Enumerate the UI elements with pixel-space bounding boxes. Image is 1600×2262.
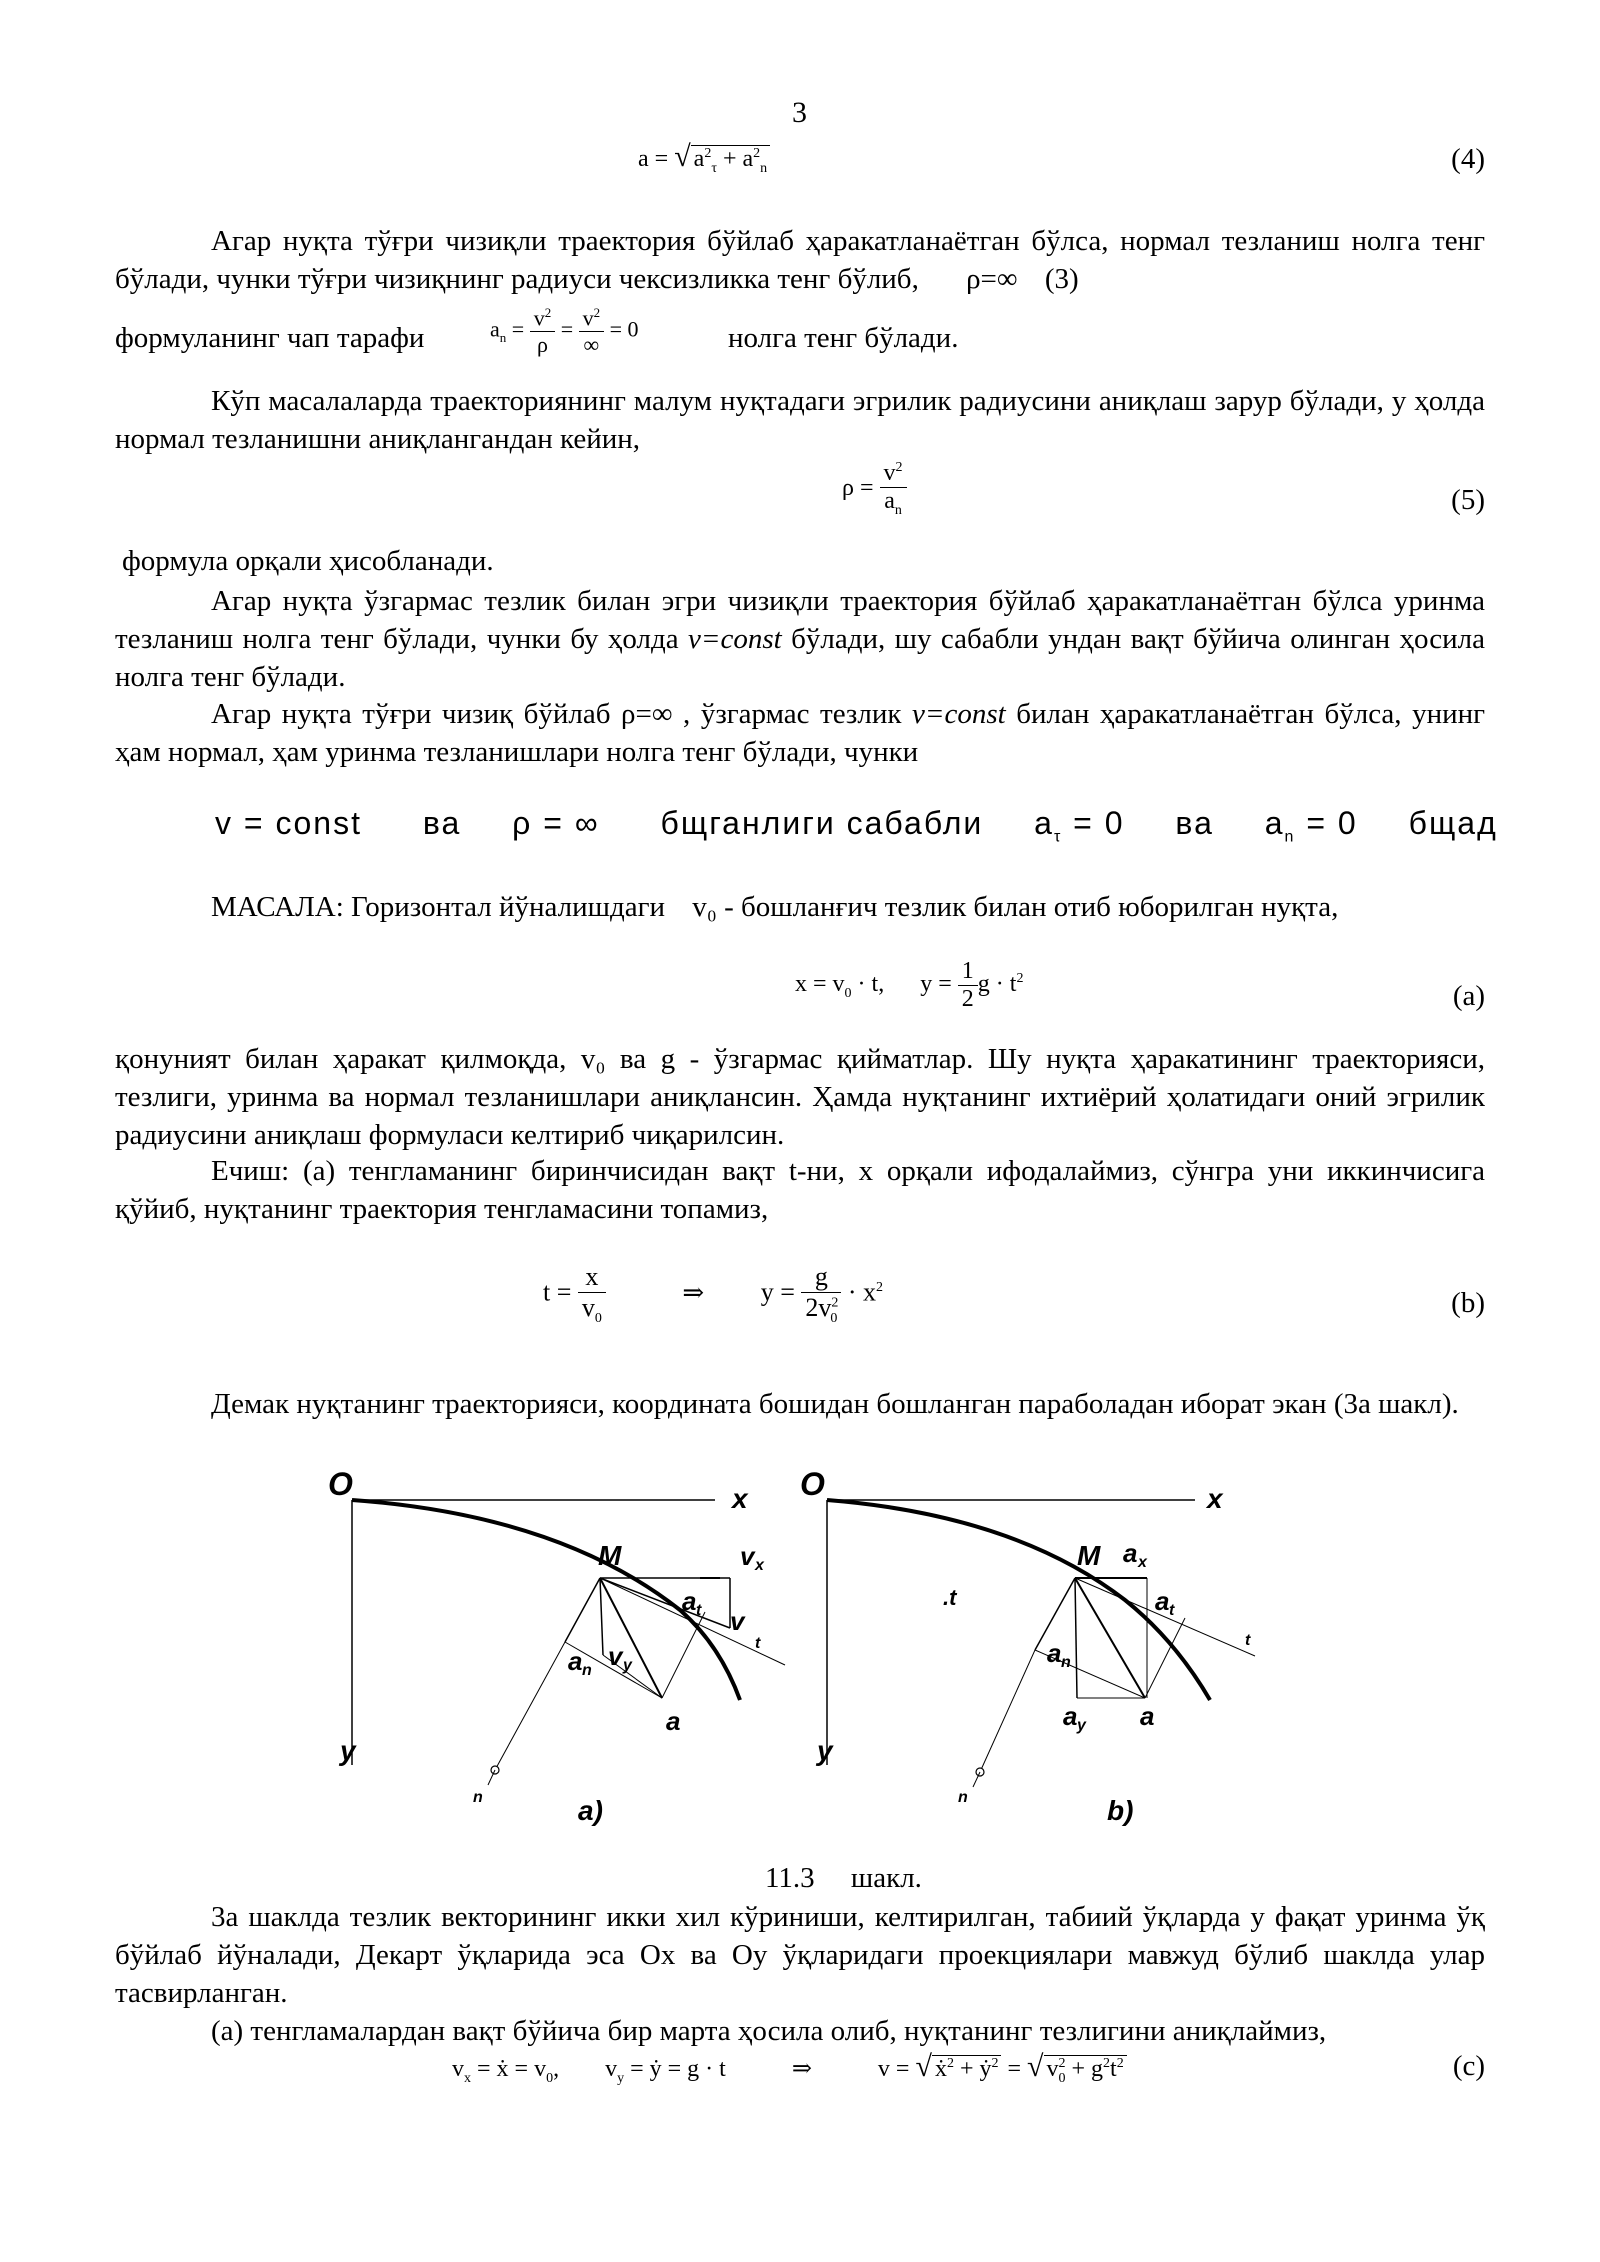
equation-b: t = $\frac{x}{v_0}$ ⇒ y = $\frac{g}{2v^2_0}$ · $x^2$ [543,1262,884,1327]
svg-text:x: x [755,1557,764,1574]
eqc-label: (c) [1452,2050,1485,2082]
fig-b-point-m: M [1077,1540,1101,1571]
page-number: 3 [792,96,807,129]
fig-a-at: a [682,1586,697,1616]
figure-a [310,1460,810,1860]
paragraph-5: Агар нуқта тўғри чизиқ бўйлаб ρ=∞ , ўзгармас тезлик v=const билан ҳаракатланаётган бўлса, унинг ҳам нормал, ҳам уринма тезланишлари нолга тенг бўлади, чунки [115,698,1486,768]
p1-text: Агар нуқта тўғри чизиқли траектория бўйлаб ҳаракатланаётган бўлса, нормал тезланиш нолга тенг бўлади, чунки тўғри чизиқнинг радиуси чексизликка тенг бўлиб, [115,225,1485,295]
fig-b-n-axis: n [958,1789,968,1806]
fig-a-vx: v [740,1541,755,1571]
fig-a-an: a [568,1646,583,1676]
p5-vconst: v=const [912,698,1006,730]
p1b-start: формуланинг чап тарафи [115,322,425,354]
paragraph-1 [115,222,1485,298]
eqa-label: (a) [1452,980,1485,1012]
fig-a-x-axis-label: x [732,1483,748,1514]
fig-a-y-axis-label: y [340,1735,356,1766]
problem-statement: МАСАЛА: Горизонтал йўналишдаги v₀ - бошланғич тезлик билан отиб юборилган нуқта, [211,891,1339,923]
svg-text:n: n [582,1662,592,1679]
p4-vconst: v=const [688,623,782,655]
equation-c: $v_x$ = ẋ = $v_0$, $v_y$ = ẏ = g · t ⇒ v = √ ẋ$^2$ + ẏ$^2$ = √ $v^2_0 + g^2t^2$ [452,2050,1127,2087]
fig-b-caption: b) [1107,1795,1134,1826]
figure-b [795,1460,1295,1860]
equation-5: ρ = $\frac{v^2}{a_n}$ [842,460,907,519]
paragraph-4: Агар нуқта ўзгармас тезлик билан эгри чизиқли траектория бўйлаб ҳаракатланаётган бўлса уринма тезланиш нолга тенг бўлади, чунки бу ҳолда v=const бўлади, шу сабабли ундан вақт бўйича олинган ҳосила нолга тенг бўлади. [115,585,1485,693]
fig-a-caption: a) [578,1795,603,1826]
fig-b-at: a [1155,1586,1170,1616]
paragraph-10: (а) тенгламалардан вақт бўйича бир марта ҳосила олиб, нуқтанинг тезлигини аниқлаймиз, [211,2015,1327,2047]
paragraph-7: Ечиш: (а) тенгламанинг биринчисидан вақт t-ни, x орқали ифодалаймиз, сўнгра уни иккинчисига қўйиб, нуқтанинг траектория тенгламасини топамиз, [115,1155,1485,1225]
eqb-label: (b) [1451,1287,1485,1319]
wide-formula-line: v = const ва ρ = ∞ бщганлиги сабабли $a_\tau = 0$ ва $a_n = 0$ бщад [215,805,1498,846]
p1b-end: нолга тенг бўлади. [728,322,959,354]
fig-a-point-m: M [598,1540,622,1571]
fig-b-mark: .t [943,1585,957,1610]
eq4-lhs: a [638,146,649,172]
fig-b-ay: a [1063,1701,1078,1731]
eq4-a1: a [693,146,705,172]
fig-a-a: a [666,1706,681,1736]
figure-caption: 11.3 шакл. [765,1862,922,1894]
paragraph-8: Демак нуқтанинг траекторияси, координата бошидан бошланган параболадан иборат экан (3а шакл). [211,1388,1459,1420]
fig-b-a: a [1140,1701,1155,1731]
fig-b-x-axis-label: x [1207,1483,1223,1514]
fig-b-origin: O [800,1466,825,1502]
fig-b-t-axis: t [1245,1632,1251,1649]
equation-4: a = √ $a^2_\tau + a^2_n$ [638,140,770,177]
svg-text:t: t [1169,1602,1175,1619]
inline-equation: $a_n$ = $\frac{v^2}{\rho}$ = $\frac{v^2}{\infty}$ = 0 [490,305,639,358]
paragraph-2: Кўп масалаларда траекториянинг малум нуқтадаги эгрилик радиусини аниқлаш зарур бўлади, у ҳолда нормал тезланишни аниқлангандан кейин, [115,385,1485,455]
p1-ref: (3) [1044,263,1079,295]
eq5-label: (5) [1451,484,1485,516]
paragraph-3: формула орқали ҳисобланади. [122,545,494,577]
p1-rho: ρ=∞ [966,263,1018,295]
fig-b-an: a [1047,1638,1062,1668]
equation-a: $x = v_0 \cdot t$, y = $\frac{1}{2}$ $g \cdot t^2$ [795,958,1024,1012]
eq4-label: (4) [1451,143,1485,175]
fig-b-y-axis-label: y [817,1735,833,1766]
fig-a-origin: O [328,1466,353,1502]
svg-text:n: n [1061,1654,1071,1671]
svg-text:x: x [1138,1554,1147,1571]
paragraph-9: 3а шаклда тезлик векторининг икки хил кўриниши, келтирилган, табиий ўқларда у фақат уринма ўқ бўйлаб йўналади, Декарт ўқларида эса Ох ва Оу ўқларидаги проекциялари мавжуд бўлиб шаклда улар тасвирланган. [115,1901,1485,2009]
svg-text:y: y [1077,1717,1086,1734]
fig-b-ax: a [1123,1538,1138,1568]
fig-a-n-axis: n [473,1789,483,1806]
eq4-a2: a [742,146,754,172]
svg-text:y: y [623,1657,632,1674]
svg-text:t: t [696,1602,702,1619]
fig-a-t-axis: t [755,1635,761,1652]
fig-a-v: v [730,1606,745,1636]
paragraph-6: қонуният билан ҳаракат қилмоқда, v₀ ва g - ўзгармас қийматлар. Шу нуқта ҳаракатининг траекторияси, тезлиги, уринма ва нормал тезланишлари аниқлансин. Ҳамда нуқтанинг ихтиёрий ҳолатидаги оний эгрилик радиусини аниқлаш формуласи келтириб чиқарилсин. [115,1043,1485,1151]
fig-a-vy: v [608,1641,623,1671]
